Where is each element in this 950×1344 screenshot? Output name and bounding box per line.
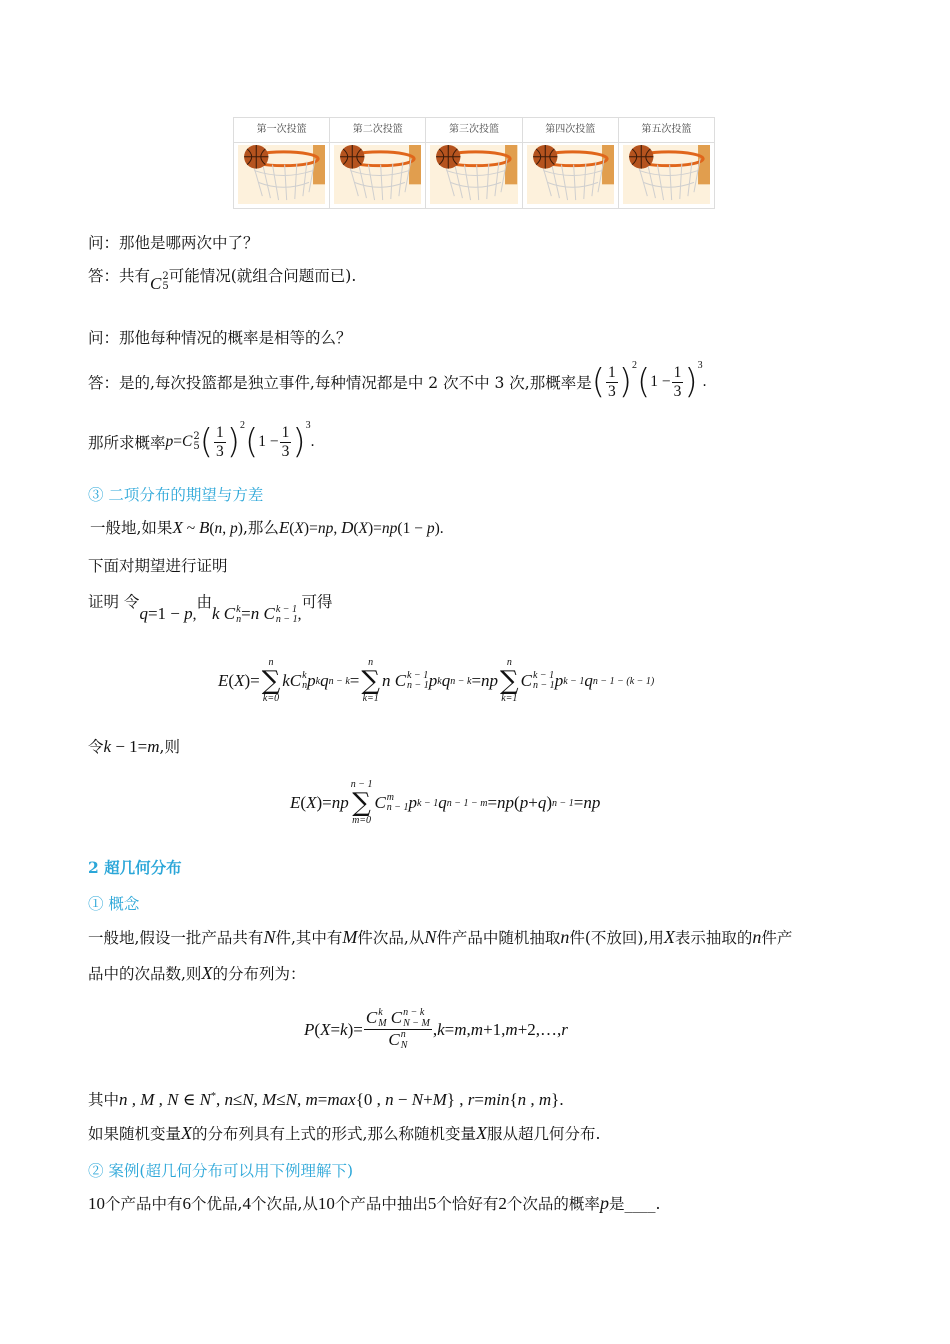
shot-label: 第五次投篮 xyxy=(619,118,714,143)
basketball-hoop-icon xyxy=(623,145,710,204)
shot-cell xyxy=(234,118,330,208)
shot-cell xyxy=(426,118,522,208)
answer-2: 答：是的,每次投篮都是独立事件,每种情况都是中 2 次不中 3 次,那概率是 ( $\frac{1}{3}$ ) 2 ( 1 − $\frac{1}{3}$ ) 3 . xyxy=(88,360,707,402)
binomial-general: 一般地,如果X ~ B(n, p),那么E(X)=np, D(X)=np(1 − p). xyxy=(90,518,444,537)
text: 个次品的概率 xyxy=(506,1195,600,1213)
basketball-hoop-icon xyxy=(527,145,614,204)
text: 件产 xyxy=(761,929,793,947)
text: 的分布列具有上式的形式,那么称随机变量 xyxy=(192,1125,476,1143)
text: 表示抽取的 xyxy=(674,929,753,947)
shot-label: 第一次投篮 xyxy=(234,118,329,143)
parameter-conditions: 其中n , M , N ∈ N*, n≤N, M≤N, m=max{0 , n − N+M} , r=min{n , m}. xyxy=(88,1090,564,1109)
text: 其中 xyxy=(88,1091,120,1109)
concept-paragraph-line1: 一般地,假设一批产品共有N件,其中有M件次品,从N件产品中随机抽取n件(不放回),用X表示抽取的n件产 xyxy=(88,927,793,947)
definition-line: 如果随机变量X的分布列具有上式的形式,那么称随机变量X服从超几何分布. xyxy=(88,1123,601,1143)
answer-1-suffix: 可能情况(就组合问题而已). xyxy=(168,267,357,285)
text: 个产品中有 xyxy=(105,1195,183,1213)
section-title-hypergeometric: 2 超几何分布 xyxy=(88,858,182,877)
proof-mid: 由 xyxy=(196,593,213,611)
answer-2-text: 答：是的,每次投篮都是独立事件,每种情况都是中 2 次不中 3 次,那概率是 xyxy=(88,374,592,392)
let-prefix: 令 xyxy=(88,738,104,756)
answer-1-prefix: 答：共有 xyxy=(88,267,151,285)
expectation-result: E ( X )= np n − 1 ∑ m=0 C m n − 1 p k − 1 q n − 1 − m = np ( p + q ) n − 1 = np xyxy=(290,779,601,826)
question-1: 问：那他是哪两次中了？ xyxy=(88,234,259,252)
proof-line: 证明 令q=1 − p,由k C k n =n C k − 1 n − 1 ,可得 xyxy=(88,593,333,625)
text: 件,其中有 xyxy=(275,929,343,947)
num: 10 xyxy=(88,1194,105,1213)
shot-cell xyxy=(330,118,426,208)
shot-cell xyxy=(523,118,619,208)
subsection-concept: ① 概念 xyxy=(88,895,140,913)
probability-formula: 那所求概率 p = C 2 5 ( $\frac{1}{3}$ ) 2 ( 1 − $\frac{1}{3}$ ) 3 . xyxy=(88,420,315,462)
section-title-expectation: ③ 二项分布的期望与方差 xyxy=(88,486,264,504)
text: 件次品,从 xyxy=(357,929,425,947)
basketball-hoop-icon xyxy=(334,145,421,204)
probability-label: 那所求概率 xyxy=(88,434,166,452)
shot-label: 第四次投篮 xyxy=(523,118,618,143)
text: 一般地,假设一批产品共有 xyxy=(88,929,264,947)
proof-end: 可得 xyxy=(301,593,333,611)
text: 个优品, xyxy=(191,1195,243,1213)
num: 6 xyxy=(182,1194,192,1213)
proof-label: 证明 令 xyxy=(88,593,140,611)
general-mid: ,那么 xyxy=(242,519,279,537)
substitution-line: 令k − 1=m,则 xyxy=(88,737,180,756)
num: 2 xyxy=(498,1194,507,1213)
hypergeometric-formula: P ( X = k )= C k M C n − k N − M C n N , k = m , m +1, m +2,…, r xyxy=(304,1007,568,1051)
basketball-hoop-icon xyxy=(238,145,325,204)
shot-cell xyxy=(619,118,714,208)
let-suffix: ,则 xyxy=(159,738,180,756)
text: 件(不放回),用 xyxy=(569,929,664,947)
question-2: 问：那他每种情况的概率是相等的么？ xyxy=(88,329,352,347)
text: 件产品中随机抽取 xyxy=(436,929,561,947)
text: 的分布列为： xyxy=(212,965,306,983)
text: 服从超几何分布. xyxy=(486,1125,601,1143)
general-prefix: 一般地,如果 xyxy=(90,519,173,537)
case-problem: 10个产品中有6个优品,4个次品,从10个产品中抽出5个恰好有2个次品的概率p是____. xyxy=(88,1193,661,1213)
basketball-hoop-icon xyxy=(430,145,517,204)
num: 4 xyxy=(242,1194,251,1213)
shot-label: 第三次投篮 xyxy=(426,118,521,143)
proof-intro: 下面对期望进行证明 xyxy=(88,557,228,575)
basketball-shots-figure xyxy=(233,117,715,209)
subsection-case: ② 案例(超几何分布可以用下例理解下) xyxy=(88,1162,354,1180)
num: 5 xyxy=(427,1194,437,1213)
text: 个次品,从 xyxy=(250,1195,318,1213)
text: 个恰好有 xyxy=(436,1195,499,1213)
num: 10 xyxy=(317,1194,335,1213)
expectation-derivation: E ( X )= n ∑ k=0 kC k n p k q n − k = n ∑ k=1 n C k − 1 n − 1 p k q n − k = np n ∑ k=1 C k − 1 n − 1 p k − 1 q n − 1 − (k − 1) xyxy=(218,657,655,704)
text: 个产品中抽出 xyxy=(334,1195,428,1213)
text: 品中的次品数,则 xyxy=(88,965,202,983)
shot-label: 第二次投篮 xyxy=(330,118,425,143)
text: 是____. xyxy=(608,1195,661,1213)
concept-paragraph-line2: 品中的次品数,则X的分布列为： xyxy=(88,963,306,983)
answer-1: 答：共有C 2 5 可能情况(就组合问题而已). xyxy=(88,267,357,293)
text: 如果随机变量 xyxy=(88,1125,182,1143)
